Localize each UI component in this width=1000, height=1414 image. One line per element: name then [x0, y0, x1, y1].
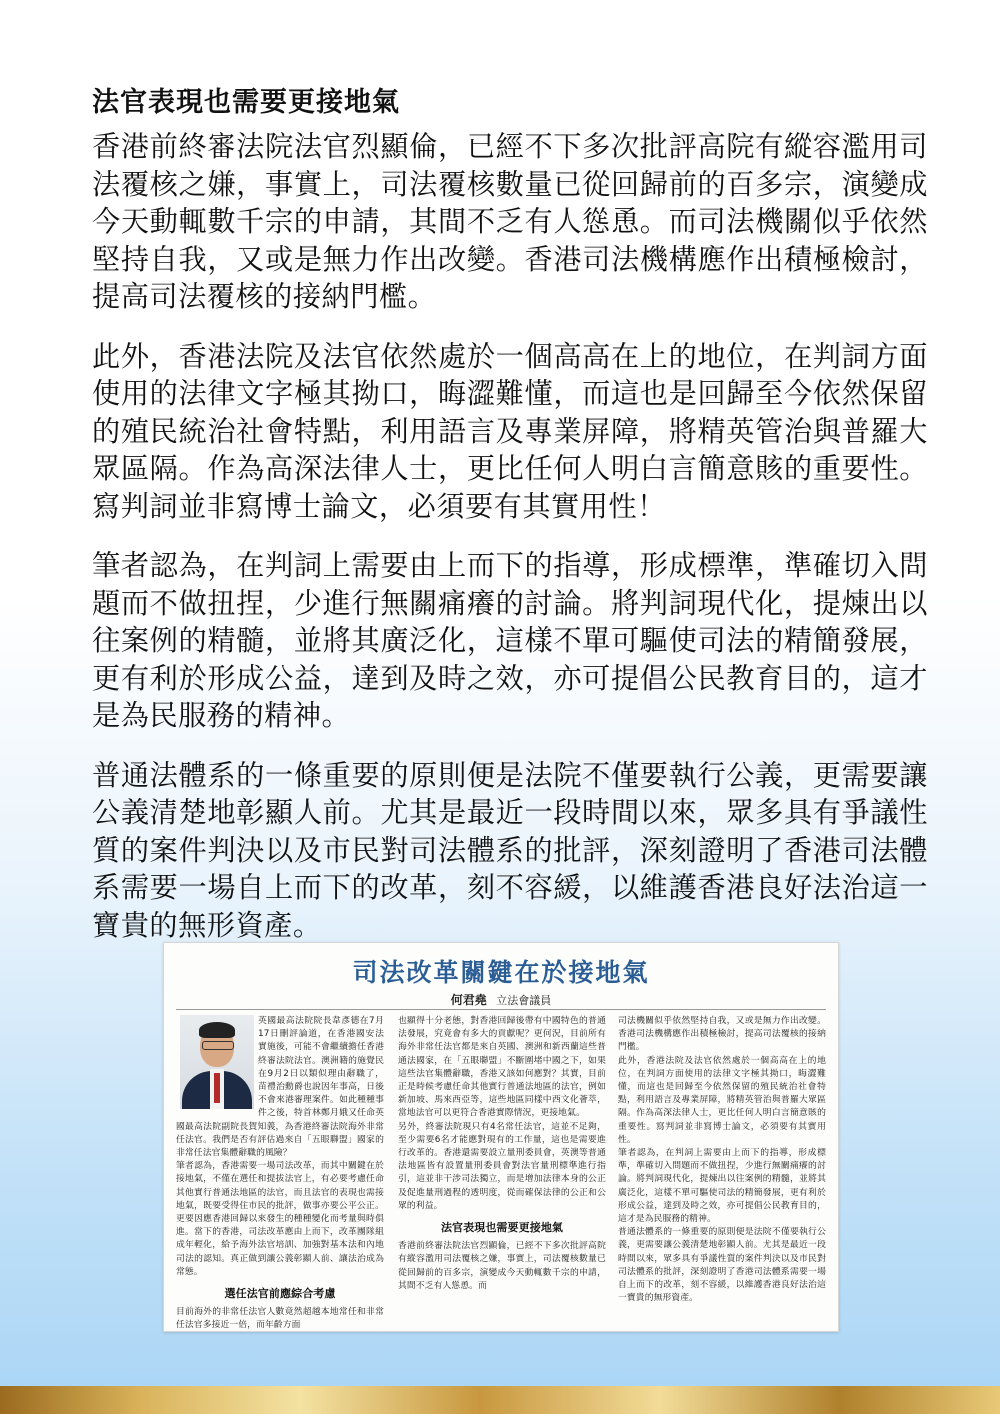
- article-paragraph: 普通法體系的一條重要的原則便是法院不僅要執行公義，更需要讓公義清楚地彰顯人前。尤其是最近一段時間以來，眾多具有爭議性質的案件判決以及市民對司法體系的批評，深刻證明了香港司法體系需要一場自上而下的改革，刻不容緩，以維護香港良好法治這一寶貴的無形資產。: [92, 758, 928, 942]
- article-body: [92, 128, 928, 966]
- newspaper-clipping: [163, 942, 839, 1332]
- clipping-paragraph: 另外，終審法院現只有4名常任法官，這並不足夠，至少需要6名才能應對現有的工作量，這也是需要進行改革的。香港還需要設立量刑委員會，英澳等普通法地區皆有設置量刑委員會對法官量刑標準進行指引，這並非干涉司法獨立，而是增加法律本身的公正及促進量刑過程的透明度，從而確保法律的公正和公眾的利益。: [398, 1121, 606, 1211]
- clipping-subhead: 法官表現也需要更接地氣: [440, 1221, 564, 1235]
- clipping-paragraph: 也顯得十分老態，對香港回歸後帶有中國特色的普通法發展，究竟會有多大的貢獻呢？更何況，目前所有海外非常任法官都是來自英國、澳洲和新西蘭這些普通法國家，在「五眼聯盟」不斷圍堵中國之下，如果這些法官集體辭職，香港又該如何應對？其實，目前正是時候考慮任命其他實行普通法地區的法官，例如新加坡、馬來西亞等，這些地區同樣中西文化薈萃，當地法官可以更符合香港實際情況，更接地氣。: [398, 1016, 606, 1119]
- clipping-column-2: [398, 1015, 606, 1293]
- clipping-subhead: 選任法官前應綜合考慮: [224, 1287, 336, 1301]
- clipping-byline: [164, 991, 838, 1008]
- clipping-author-title: 立法會議員: [496, 994, 552, 1007]
- article-paragraph: 此外，香港法院及法官依然處於一個高高在上的地位，在判詞方面使用的法律文字極其拗口，晦澀難懂，而這也是回歸至今依然保留的殖民統治社會特點，利用語言及專業屏障，將精英管治與普羅大眾區隔。作為高深法律人士，更比任何人明白言簡意賅的重要性。寫判詞並非寫博士論文，必須要有其實用性！: [92, 339, 928, 523]
- clipping-author: 何君堯: [450, 993, 487, 1007]
- article-paragraph: 香港前終審法院法官烈顯倫，已經不下多次批評高院有縱容濫用司法覆核之嫌，事實上，司法覆核數量已從回歸前的百多宗，演變成今天動輒數千宗的申請，其間不乏有人慫恿。而司法機關似乎依然堅持自我，又或是無力作出改變。香港司法機構應作出積極檢討，提高司法覆核的接納門檻。: [92, 130, 928, 313]
- gold-footer-bar: [0, 1386, 1000, 1414]
- article-paragraph: 筆者認為，在判詞上需要由上而下的指導，形成標準，準確切入問題而不做扭捏，少進行無關痛癢的討論。將判詞現代化，提煉出以往案例的精髓，並將其廣泛化，這樣不單可驅使司法的精簡發展，更有利於形成公益，達到及時之效，亦可提倡公民教育目的，這才是為民服務的精神。: [92, 549, 928, 732]
- clipping-paragraph: 筆者認為，在判詞上需要由上而下的指導，形成標準，準確切入問題而不做扭捏，少進行無關痛癢的討論。將判詞現代化，提煉出以往案例的精髓，並將其廣泛化，這樣不單可驅使司法的精簡發展，更有利於形成公益，達到及時之效，亦可提倡公民教育目的，這才是為民服務的精神。: [618, 1148, 826, 1225]
- clipping-divider: [176, 1009, 826, 1010]
- clipping-column-3: [618, 1015, 826, 1305]
- clipping-headline: 司法改革關鍵在於接地氣: [352, 958, 650, 987]
- clipping-paragraph: 英國最高法院院長韋彥德在7月17日刪評論道，在香港國安法實施後，可能不會繼續擔任香港終審法院法官。澳洲籍的施覺民在9月2日以類似理由辭職了，苗禮治勳爵也說因年事高，日後不會來港審理案件。如此種種事件之後，特首林鄭月娥又任命英國最高法院副院長賀知義，為香港終審法院海外非常任法官。我們是否有評估過來自「五眼聯盟」國家的非常任法官集體辭職的風險？: [176, 1016, 384, 1159]
- clipping-paragraph: 此外，香港法院及法官依然處於一個高高在上的地位，在判詞方面使用的法律文字極其拗口，晦澀難懂，而這也是回歸至今依然保留的殖民統治社會特點，利用語言及專業屏障，將精英管治與普羅大眾區隔。作為高深法律人士，更比任何人明白言簡意賅的重要性。寫判詞並非寫博士論文，必須要有其實用性。: [618, 1055, 826, 1145]
- page-title: 法官表現也需要更接地氣: [92, 87, 400, 119]
- clipping-paragraph: 司法機關似乎依然堅持自我，又或是無力作出改變。香港司法機構應作出積極檢討，提高司法覆核的接納門檻。: [618, 1016, 826, 1053]
- clipping-paragraph: 香港前終審法院法官烈顯倫，已經不下多次批評高院有縱容濫用司法覆核之嫌，事實上，司法覆核數量已從回歸前的百多宗，演變成今天動輒數千宗的申請，其間不乏有人慫恿。而: [398, 1241, 606, 1291]
- clipping-paragraph: 目前海外的非常任法官人數竟然超越本地常任和非常任法官多接近一倍，而年齡方面: [176, 1307, 384, 1331]
- clipping-column-1: [176, 1015, 384, 1332]
- clipping-paragraph: 普通法體系的一條重要的原則便是法院不僅要執行公義，更需要讓公義清楚地彰顯人前。尤其是最近一段時間以來，眾多具有爭議性質的案件判決以及市民對司法體系的批評，深刻證明了香港司法體系需要一場自上而下的改革，刻不容緩，以維護香港良好法治這一寶貴的無形資產。: [618, 1227, 826, 1304]
- clipping-paragraph: 筆者認為，香港需要一場司法改革，而其中關鍵在於接地氣，不僅在選任和提拔法官上，有必要考慮任命其他實行普通法地區的法官，而且法官的表現也需接地氣，既要受得住市民的批評，做事亦要公平公正。更要因應香港回歸以來發生的種種變化而考量與時俱進。當下的香港，司法改革應由上而下，改革團隊組成年輕化，給予海外法官培訓、加強對基本法和內地司法的認知。真正做到讓公義彰顯人前、讓法治成為常態。: [176, 1161, 384, 1277]
